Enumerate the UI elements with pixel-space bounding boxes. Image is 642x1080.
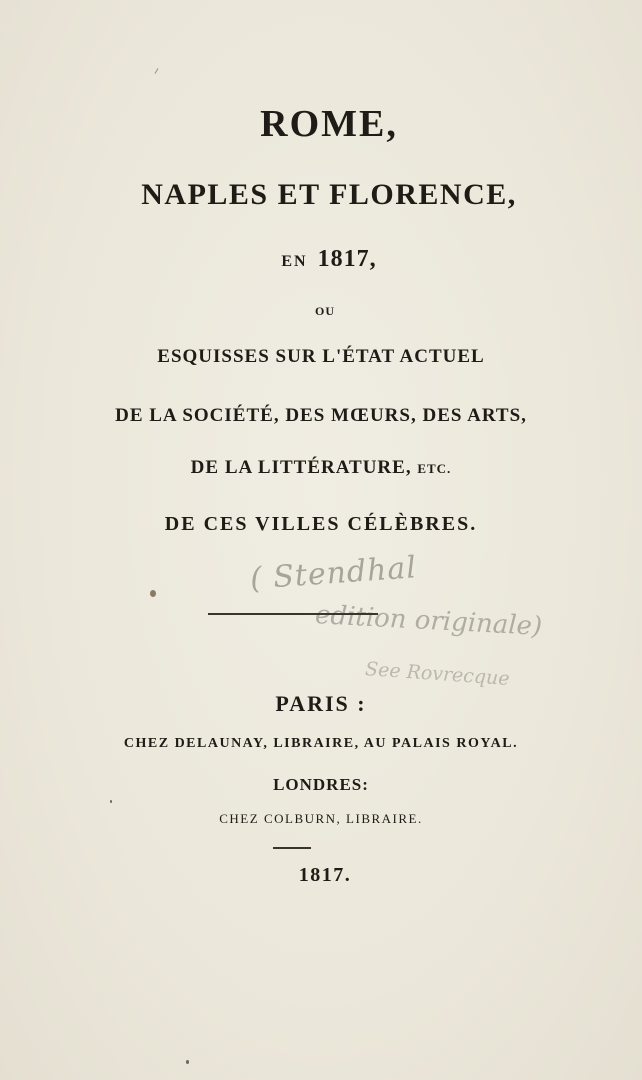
ink-speck bbox=[110, 800, 112, 803]
short-divider-rule bbox=[273, 847, 311, 849]
divider-rule bbox=[208, 613, 378, 615]
year-prefix: EN bbox=[281, 253, 308, 270]
imprint-city-londres: LONDRES: bbox=[273, 775, 369, 794]
handwritten-note-edition: edition originale) bbox=[314, 600, 543, 642]
handwritten-note-stendhal: ( Stendhal bbox=[248, 550, 418, 597]
description-line-3-text: DE LA LITTÉRATURE, bbox=[190, 457, 412, 478]
imprint-publisher-paris: CHEZ DELAUNAY, LIBRAIRE, AU PALAIS ROYAL. bbox=[123, 736, 519, 751]
paper-mark bbox=[155, 68, 159, 74]
imprint-publisher-londres: CHEZ COLBURN, LIBRAIRE. bbox=[219, 811, 423, 826]
description-line-3 bbox=[0, 457, 642, 479]
title-year-line bbox=[0, 246, 642, 273]
handwritten-note-reference: See Rovrecque bbox=[364, 657, 511, 691]
imprint-year: 1817. bbox=[298, 864, 352, 886]
ink-speck bbox=[186, 1060, 189, 1064]
title-year: 1817, bbox=[317, 246, 377, 272]
description-line-4: DE CES VILLES CÉLÈBRES. bbox=[164, 513, 478, 535]
book-subtitle: NAPLES ET FLORENCE, bbox=[141, 178, 517, 211]
imprint-city-paris: PARIS : bbox=[275, 691, 367, 716]
conjunction-ou: OU bbox=[315, 304, 335, 318]
book-title: ROME, bbox=[260, 103, 398, 145]
description-line-2: DE LA SOCIÉTÉ, DES MŒURS, DES ARTS, bbox=[115, 405, 527, 426]
ink-speck bbox=[150, 590, 156, 597]
description-line-1: ESQUISSES SUR L'ÉTAT ACTUEL bbox=[157, 346, 485, 367]
description-etc: ETC. bbox=[417, 461, 452, 476]
